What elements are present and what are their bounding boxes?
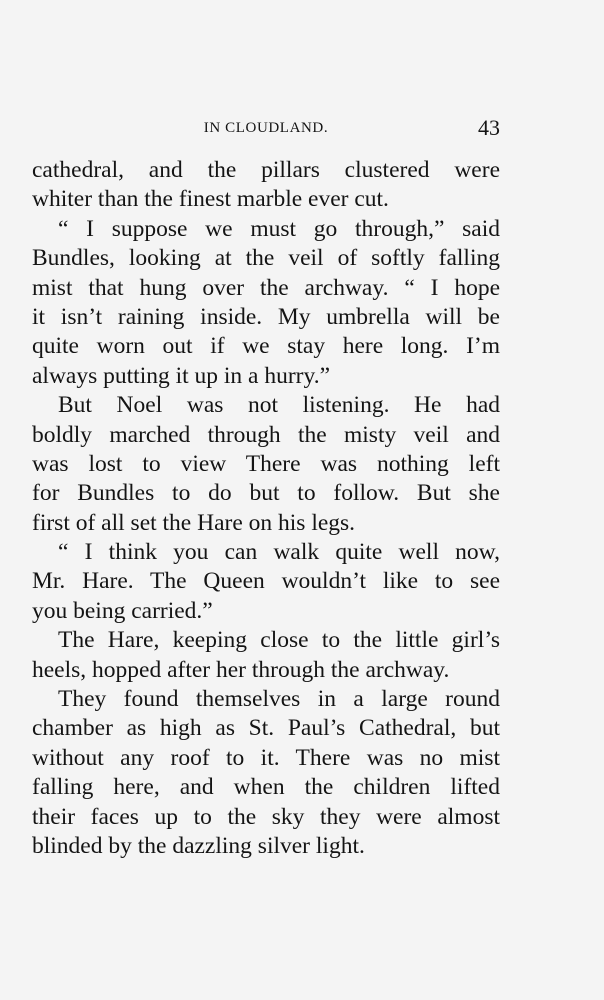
text-line: you being carried.” <box>32 597 213 624</box>
text-line: for Bundles to do but to follow. But she <box>32 480 500 507</box>
body-text <box>32 156 500 861</box>
text-line: heels, hopped after her through the archway. <box>32 656 450 683</box>
running-head <box>32 115 500 142</box>
text-line: cathedral, and the pillars clustered were <box>32 157 500 183</box>
text-line: boldly marched through the misty veil and <box>32 421 500 448</box>
text-line: blinded by the dazzling silver light. <box>32 832 365 859</box>
text-line: mist that hung over the archway. “ I hope <box>32 274 500 301</box>
text-line: “ I think you can walk quite well now, <box>58 539 500 566</box>
text-line: whiter than the finest marble ever cut. <box>32 186 389 213</box>
text-line: without any roof to it. There was no mist <box>32 744 500 771</box>
text-line: was lost to view There was nothing left <box>32 450 500 477</box>
text-line: They found themselves in a large round <box>58 686 500 713</box>
page-number: 43 <box>478 115 500 140</box>
text-line: quite worn out if we stay here long. I’m <box>32 333 500 360</box>
text-line: “ I suppose we must go through,” said <box>58 215 500 242</box>
text-line: chamber as high as St. Paul’s Cathedral, but <box>32 715 500 742</box>
text-line: their faces up to the sky they were almost <box>32 803 500 830</box>
running-title: IN CLOUDLAND. <box>203 120 329 136</box>
text-line: The Hare, keeping close to the little girl’s <box>58 627 500 654</box>
text-line: first of all set the Hare on his legs. <box>32 509 356 536</box>
text-line: it isn’t raining inside. My umbrella will be <box>32 303 500 330</box>
text-line: Bundles, looking at the veil of softly falling <box>32 245 500 272</box>
text-line: Mr. Hare. The Queen wouldn’t like to see <box>32 568 500 595</box>
text-line: always putting it up in a hurry.” <box>32 362 331 389</box>
text-line: But Noel was not listening. He had <box>58 392 500 419</box>
text-line: falling here, and when the children lifted <box>32 774 500 801</box>
